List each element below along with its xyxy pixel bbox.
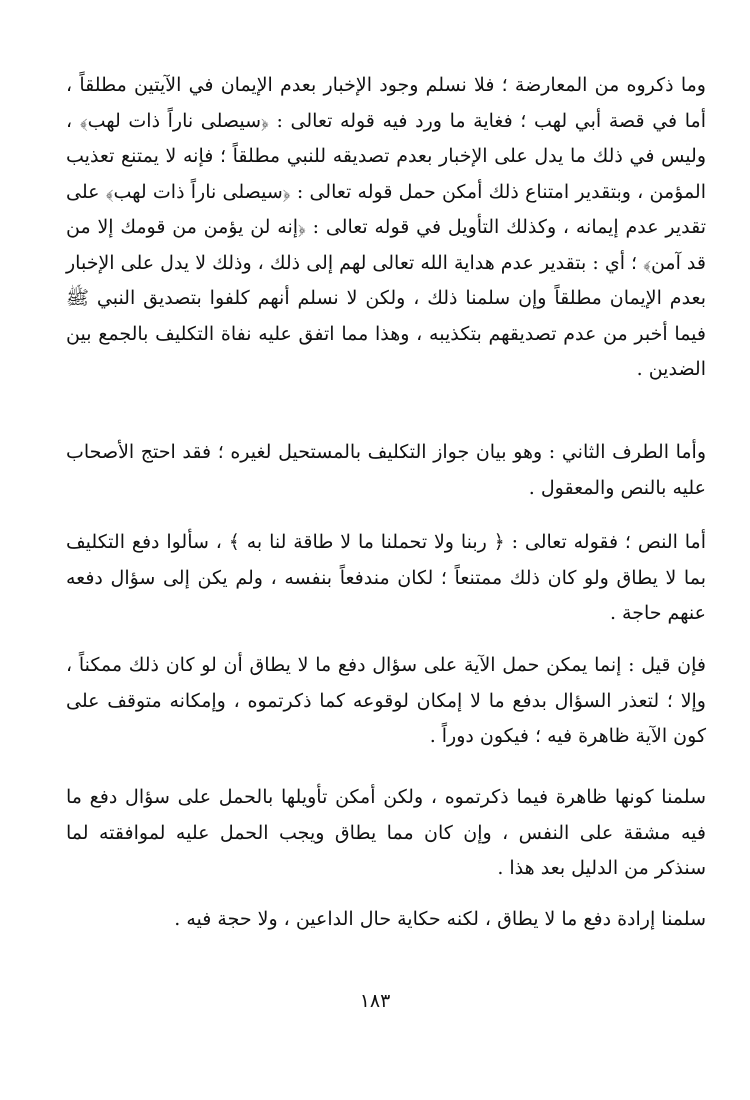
paragraph-4: فإن قيل : إنما يمكن حمل الآية على سؤال دفع ما لا يطاق أن لو كان ذلك ممكناً ، وإلا ؛ لتعذر السؤال بدفع ما لا إمكان لوقوعه كما ذكرتموه ، وإمكانه متوقف على كون الآية ظاهرة فيه ؛ فيكون دوراً . (66, 654, 706, 747)
paragraph-6: سلمنا إرادة دفع ما لا يطاق ، لكنه حكاية حال الداعين ، ولا حجة فيه . (174, 908, 706, 930)
paragraph-3: أما النص ؛ فقوله تعالى : ﴿ ربنا ولا تحملنا ما لا طاقة لنا به ﴾ ، سألوا دفع التكليف بما لا يطاق ولو كان ذلك ممتنعاً ؛ لكان مندفعاً بنفسه ، ولم يكن إلى سؤال دفعه عنهم حاجة . (66, 531, 706, 624)
paragraph-1: وما ذكروه من المعارضة ؛ فلا نسلم وجود الإخبار بعدم الإيمان في الآيتين مطلقاً ، أما في قصة أبي لهب ؛ فغاية ما ورد فيه قوله تعالى : ﴿سيصلى ناراً ذات لهب﴾ ، وليس في ذلك ما يدل على الإخبار بعدم تصديقه للنبي مطلقاً ؛ فإنه لا يمتنع تعذيب المؤمن ، وبتقدير امتناع ذلك أمكن حمل قوله تعالى : ﴿سيصلى ناراً ذات لهب﴾ على تقدير عدم إيمانه ، وكذلك التأويل في قوله تعالى : ﴿إنه لن يؤمن من قومك إلا من قد آمن﴾ ؛ أي : بتقدير عدم هداية الله تعالى لهم إلى ذلك ، وذلك لا يدل على الإخبار بعدم الإيمان مطلقاً وإن سلمنا ذلك ، ولكن لا نسلم أنهم كلفوا بتصديق النبي ﷺ فيما أخبر من عدم تصديقهم بتكذيبه ، وهذا مما اتفق عليه نفاة التكليف بالجمع بين الضدين . (66, 74, 706, 380)
paragraph-2: وأما الطرف الثاني : وهو بيان جواز التكليف بالمستحيل لغيره ؛ فقد احتج الأصحاب عليه بالنص والمعقول . (66, 441, 706, 499)
page-number: ١٨٣ (359, 990, 391, 1012)
paragraph-5: سلمنا كونها ظاهرة فيما ذكرتموه ، ولكن أمكن تأويلها بالحمل على سؤال دفع ما فيه مشقة على النفس ، وإن كان مما يطاق ويجب الحمل عليه لموافقته لما سنذكر من الدليل بعد هذا . (66, 786, 706, 879)
